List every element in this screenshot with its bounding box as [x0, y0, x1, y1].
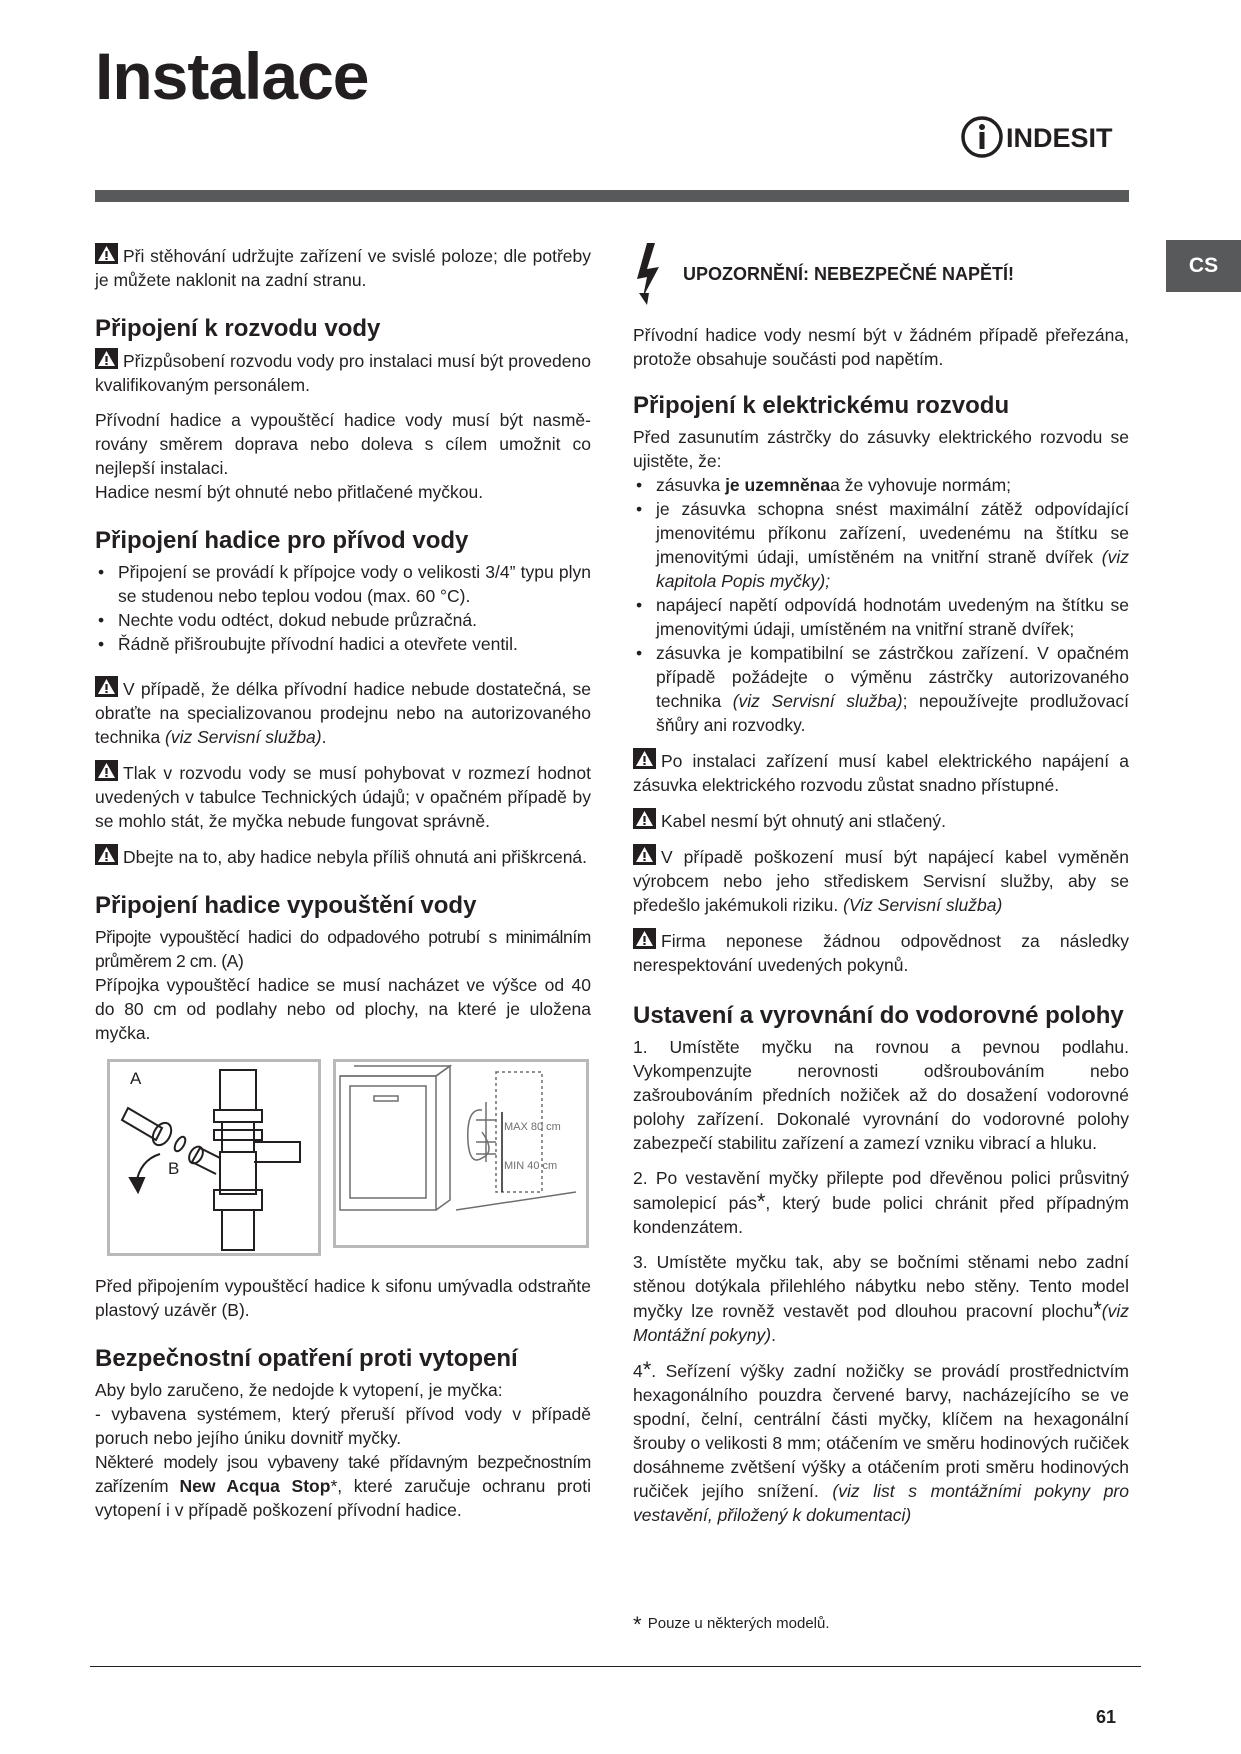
inlet-list: [95, 560, 591, 656]
brand-name: INDESIT: [1006, 123, 1113, 153]
list-item: • zásuvka je uzemněnaa že vyhovuje normám;: [633, 473, 1129, 497]
flood-text-3: Některé modely jsou vybaveny také přídavným bezpečnostním zařízením New Acqua Stop*, které zaručuje ochranu proti vytopení i v případě poškození přívodní hadice.: [95, 1452, 591, 1520]
figure-label-b: B: [168, 1159, 180, 1178]
list-item: • Řádně přišroubujte přívodní hadici a otevřete ventil.: [95, 632, 591, 656]
page-title: Instalace: [95, 39, 369, 113]
max-height-label: MAX 80 cm: [504, 1121, 561, 1133]
heading-flood-protection: Bezpečnostní opatření proti vytopení: [95, 1345, 518, 1372]
drain-text-2: Přípojka vypouštěcí hadice se musí nacházet ve výšce od 40 do 80 cm od podlahy nebo od plochy, na které je uložena myčka.: [95, 975, 591, 1043]
heading-electrical: Připojení k elektrickému rozvodu: [633, 392, 1010, 419]
figure-label-a: A: [130, 1069, 142, 1088]
footer-divider: [90, 1666, 1141, 1667]
siphon-text: Před připojením vypouštěcí hadice k sifonu umývadla odstraňte plastový uzávěr (B).: [95, 1276, 591, 1320]
electrical-list: [633, 473, 1129, 737]
list-item: • Nechte vodu odtéct, dokud nebude průzračná.: [95, 608, 591, 632]
heading-water-connection: Připojení k rozvodu vody: [95, 315, 381, 342]
hose-bend-text: Hadice nesmí být ohnuté nebo přitlačené myčkou.: [95, 482, 484, 502]
footnote-text: Pouze u některých modelů.: [647, 1615, 830, 1632]
bend-warning: Dbejte na to, aby hadice nebyla příliš ohnutá ani přiškrcená.: [95, 844, 591, 869]
language-tab: CS: [1166, 240, 1241, 292]
flood-text-2: - vybavena systémem, který přeruší přívod vody v případě poruch nebo jejího úniku dovnitř myčky.: [95, 1404, 591, 1448]
list-item: • Připojení se provádí k přípojce vody o velikosti 3/4” typu plyn se studenou nebo teplou vodou (max. 60 °C).: [95, 560, 591, 608]
warning-icon: [95, 676, 118, 697]
length-warning: V případě, že délka přívodní hadice nebude dostatečná, se obraťte na specializovanou prodejnu nebo na autorizovaného technika (viz Servisní služba).: [95, 676, 591, 749]
voltage-danger-notice: [633, 243, 1129, 305]
access-warning: Po instalaci zařízení musí kabel elektrického napájení a zásuvka elektrického rozvodu zůstat snadno přístupné.: [633, 748, 1129, 797]
electrical-intro: Před zasunutím zástrčky do zásuvky elektrického rozvodu se ujistěte, že:: [633, 427, 1129, 471]
acqua-stop-name: New Acqua Stop: [179, 1476, 331, 1496]
cable-warning: Kabel nesmí být ohnutý ani stlačený.: [633, 808, 1129, 833]
right-column: [633, 243, 1129, 1538]
list-item: • zásuvka je kompatibilní se zástrčkou zařízení. V opačném případě požádejte o výměnu zástrčky autorizovaného technika (viz Servisní služba); nepoužívejte prodlužovací šňůry ani rozvodky.: [633, 641, 1129, 737]
damage-warning: V případě poškození musí být napájecí kabel vyměněn výrobcem nebo jeho střediskem Servisní služby, aby se předešlo jakémukoli riziku. (Viz Servisní služba): [633, 844, 1129, 917]
footnote: [633, 1612, 830, 1638]
lightning-icon: [633, 243, 667, 305]
warning-icon: [633, 928, 656, 949]
warning-icon: [95, 243, 118, 264]
heading-leveling: Ustavení a vyrovnání do vodorovné polohy: [633, 1002, 1124, 1029]
list-item: • je zásuvka schopna snést maximální zátěž odpovídající jmenovitému příkonu zařízení, uvedenému na štítku se jmenovitými údaji, umístěném na vnitřní straně dvířek (viz kapitola Popis myčky);: [633, 497, 1129, 593]
leveling-step-4: 4*. Seřízení výšky zadní nožičky se provádí prostřednictvím hexagonálního pouzdra červené barvy, nacházejícího se ve spodní, čelní, centrální části myčky, klíčem na hexagonální šrouby o velikosti 8 mm; otáčením ve směru hodinových ručiček dosáhneme zvětšení výšky a otáčením proti směru hodinových ručiček jejího snížení. (viz list s montážními pokyny pro vestavění, přiložený k dokumentaci): [633, 1357, 1129, 1525]
danger-title: UPOZORNĚNÍ: NEBEZPEČNÉ NAPĚTÍ!: [683, 264, 1015, 284]
responsibility-warning: Firma neponese žádnou odpovědnost za následky nerespektování uvedených pokynů.: [633, 928, 1129, 977]
header-divider: [95, 190, 1129, 202]
move-warning: Při stěhování udržujte zařízení ve svislé poloze; dle potřeby je můžete naklonit na zadní stranu.: [95, 243, 591, 292]
leveling-step-3: 3. Umístěte myčku tak, aby se bočními stěnami nebo zadní stěnou dotýkala přilehlého nábytku nebo stěny. Tento model myčky lze rovněž vestavět pod dlouhou pracovní plochu*(viz Montážní pokyny).: [633, 1252, 1129, 1345]
indesit-logo: [960, 115, 1130, 159]
drain-text-1: Připojte vypouštěcí hadici do odpadového potrubí s minimálním průměrem 2 cm. (A): [95, 927, 591, 971]
hose-direction-text: Přívodní hadice a vypouštěcí hadice vody musí být nasmě-rovány směrem doprava nebo doleva s cílem umožnit co nejlepší instalaci.: [95, 410, 591, 478]
pressure-warning: Tlak v rozvodu vody se musí pohybovat v rozmezí hodnot uvedených v tabulce Technických údajů; v opačném případě by se mohlo stát, že myčka nebude fungovat správně.: [95, 760, 591, 833]
flood-text-1: Aby bylo zaručeno, že nedojde k vytopení, je myčka:: [95, 1380, 503, 1400]
page-number: 61: [1096, 1707, 1117, 1727]
leveling-step-2: 2. Po vestavění myčky přilepte pod dřevěnou polici průsvitný samolepicí pás*, který bude polici chránit před případným kondenzátem.: [633, 1168, 1129, 1237]
warning-icon: [95, 760, 118, 781]
siphon-figure: [107, 1059, 321, 1256]
warning-icon: [633, 748, 656, 769]
left-column: [95, 243, 591, 1522]
footnote-star: *: [633, 1612, 642, 1637]
list-item: • napájecí napětí odpovídá hodnotám uvedeným na štítku se jmenovitými údaji, umístěném na vnitřní straně dvířek;: [633, 593, 1129, 641]
heading-drain-hose: Připojení hadice vypouštění vody: [95, 892, 477, 919]
height-figure: [333, 1059, 589, 1248]
warning-icon: [95, 844, 118, 865]
leveling-step-1: 1. Umístěte myčku na rovnou a pevnou podlahu. Vykompenzujte nerovnosti odšroubováním nebo zašroubováním předních nožiček až do dosažení vodorovné polohy zařízení. Dokonalé vyrovnání do vodorovné polohy zabezpečí stabilitu zařízení a zamezí vzniku vibrací a hluku.: [633, 1037, 1129, 1153]
water-warning: Přizpůsobení rozvodu vody pro instalaci musí být provedeno kvalifikovaným personálem.: [95, 348, 591, 397]
min-height-label: MIN 40 cm: [504, 1160, 558, 1172]
warning-icon: [633, 808, 656, 829]
hose-cut-text: Přívodní hadice vody nesmí být v žádném případě přeřezána, protože obsahuje součásti pod napětím.: [633, 325, 1129, 369]
service-reference: (viz Servisní služba): [165, 727, 322, 747]
drain-figures: [107, 1059, 591, 1256]
warning-icon: [633, 844, 656, 865]
warning-icon: [95, 348, 118, 369]
heading-inlet-hose: Připojení hadice pro přívod vody: [95, 527, 469, 554]
